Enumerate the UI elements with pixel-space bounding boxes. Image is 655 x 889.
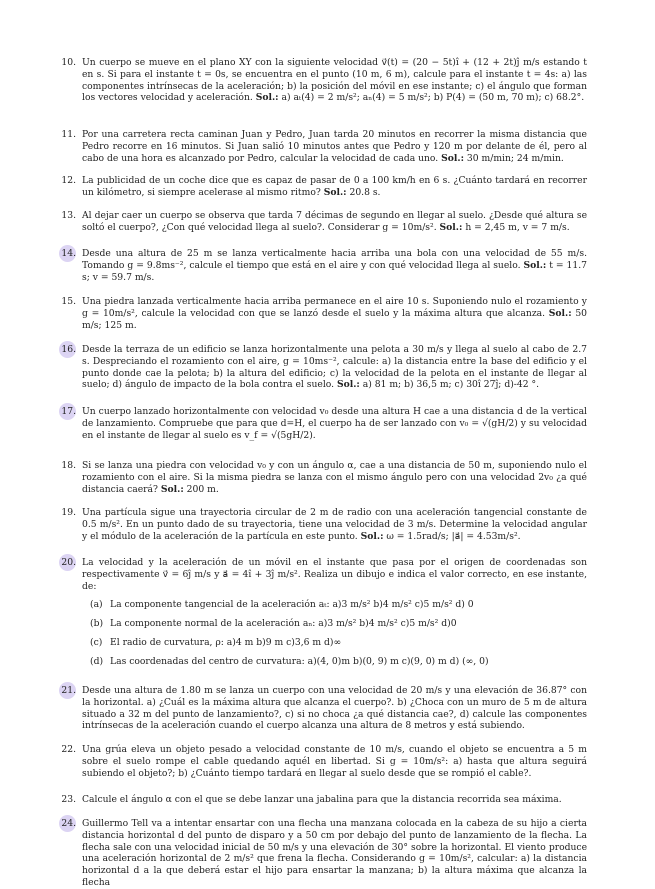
option-a: (a) La componente tangencial de la aceleración aₜ: a)3 m/s² b)4 m/s² c)5 m/s² d) 0 (90, 599, 474, 611)
problem-text: Si se lanza una piedra con velocidad v₀ y con un ángulo α, cae a una distancia de 50 m, suponiendo nulo el rozamiento con el aire. Si la misma piedra se lanza con el mismo ángulo pero con una velocidad 2v₀ ¿a qué distancia caerá? (82, 460, 587, 495)
problem-text: Por una carretera recta caminan Juan y Pedro, Juan tarda 20 minutos en recorrer la misma distancia que Pedro recorre en 16 minutos. Si Juan salió 10 minutos antes que Pedro y 120 m por delante de él, pero al cabo de una hora es alcanzado por Pedro, calcular la velocidad de cada uno. (82, 129, 587, 164)
problem-number: 19. (61, 507, 76, 518)
solution-label: Sol.: (523, 259, 547, 271)
problem-text: Un cuerpo se mueve en el plano XY con la siguiente velocidad v⃗(t) = (20 − 5t)î + (12 + 2t)ĵ m/s estando t en s. Si para el instante t = 0s, se encuentra en el punto (10 m, 6 m), calcule para el instante t = 4s: a) las componentes intrínsecas de la aceleración; b) la posición del móvil en ese instante; c) el ángulo que forman los vectores velocidad y aceleración. (82, 57, 587, 104)
problem-body (82, 57, 587, 104)
problem-body (82, 557, 587, 675)
problem-number: 16. (57, 344, 76, 356)
problem-text: Calcule el ángulo α con el que se debe lanzar una jabalina para que la distancia recorrida sea máxima. (82, 794, 562, 805)
problem-text: Al dejar caer un cuerpo se observa que tarda 7 décimas de segundo en llegar al suelo. ¿Desde qué altura se soltó el cuerpo?, ¿Con qué velocidad llega al suelo?. Considerar g = 10m/s². (82, 210, 587, 233)
problem-number: 10. (61, 57, 76, 68)
solution-text: t = 11.7 s; v = 59.7 m/s. (82, 259, 588, 283)
problem-number: 13. (61, 210, 76, 221)
problem-text: La publicidad de un coche dice que es capaz de pasar de 0 a 100 km/h en 6 s. ¿Cuánto tardará en recorrer un kilómetro, si siempre acelerase al mismo ritmo? (82, 175, 587, 198)
problem-text: Un cuerpo lanzado horizontalmente con velocidad v₀ desde una altura H cae a una distancia d de la vertical de lanzamiento. Compruebe que para que d=H, el cuerpo ha de ser lanzado con v₀ = √(gH/2) y su velocidad en el instante de llegar al suelo es v_f = √(5gH/2). (82, 406, 587, 441)
problem-number: 23. (61, 794, 76, 805)
problem-text: Desde la terraza de un edificio se lanza horizontalmente una pelota a 30 m/s y llega al suelo al cabo de 2.7 s. Despreciando el rozamiento con el aire, g = 10ms⁻², calcule: a) la distancia entre la base del edificio y el punto donde cae la pelota; b) la altura del edificio; c) la velocidad de la pelota en el instante de llegar al suelo; d) ángulo de impacto de la bola contra el suelo. (82, 344, 587, 391)
problem-text: Desde una altura de 1.80 m se lanza un cuerpo con una velocidad de 20 m/s y una elevación de 36.87° con la horizontal. a) ¿Cuál es la máxima altura que alcanza el cuerpo?. b) ¿Choca con un muro de 5 m de altura situado a 32 m del punto de lanzamiento?, c) si no choca ¿a qué distancia cae?, d) calcule las componentes intrínsecas de la aceleración cuando el cuerpo alcanza una altura de 8 metros y está subiendo. (82, 685, 587, 732)
solution-text: 30 m/min; 24 m/min. (466, 152, 564, 164)
solution-text: h = 2,45 m, v = 7 m/s. (465, 221, 570, 233)
problem-number: 15. (61, 296, 76, 307)
problem-body (82, 210, 587, 234)
problem-text: Una grúa eleva un objeto pesado a velocidad constante de 10 m/s, cuando el objeto se encuentra a 5 m sobre el suelo rompe el cable quedando aquél en libertad. Si g = 10m/s²: a) hasta que altura seguirá subiendo el objeto?; b) ¿Cuánto tiempo tardará en llegar al suelo desde que se rompió el cable?. (82, 744, 587, 779)
problem-number: 21. (57, 685, 76, 697)
solution-label: Sol.: (255, 92, 279, 104)
solution-label: Sol.: (360, 530, 384, 542)
option-c: (c) El radio de curvatura, ρ: a)4 m b)9 m c)3,6 m d)∞ (90, 636, 342, 648)
problem-body (82, 794, 587, 806)
problem-body (82, 248, 587, 283)
problem-body (82, 507, 587, 542)
solution-text: 50 m/s; 125 m. (82, 307, 588, 331)
problem-body (82, 406, 587, 441)
problem-number: 14. (57, 248, 76, 260)
problem-text: La velocidad y la aceleración de un móvil en el instante que pasa por el origen de coordenadas son respectivamente v⃗ = 6ĵ m/s y a⃗ = 4î + 3ĵ m/s². Realiza un dibujo e indica el valor correcto, en ese instante, de: (82, 557, 587, 592)
problem-text: Una partícula sigue una trayectoria circular de 2 m de radio con una aceleración tangencial constante de 0.5 m/s². En un punto dado de su trayectoria, tiene una velocidad de 3 m/s. Determine la velocidad angular y el módulo de la aceleración de la partícula en este punto. (82, 507, 587, 542)
options-list (82, 599, 587, 667)
problem-text: Guillermo Tell va a intentar ensartar con una flecha una manzana colocada en la cabeza de su hijo a cierta distancia horizontal d del punto de disparo y a 50 cm por debajo del punto de lanzamiento de la flecha. La flecha sale con una velocidad inicial de 50 m/s y una elevación de 30° sobre la horizontal. El viento produce una aceleración horizontal de 2 m/s² que frena la flecha. Considerando g = 10m/s², calcular: a) la distancia horizontal d a la que deberá estar el hijo para ensartar la manzana; b) la altura máxima que alcanza la flecha (82, 818, 587, 888)
solution-label: Sol.: (548, 307, 572, 319)
problem-body (82, 460, 587, 495)
problem-body (82, 685, 587, 732)
problem-body (82, 296, 587, 331)
option-d: (d) Las coordenadas del centro de curvatura: a)(4, 0)m b)(0, 9) m c)(9, 0) m d) (∞, 0) (90, 655, 489, 667)
problem-number: 12. (61, 175, 76, 186)
solution-label: Sol.: (323, 186, 347, 198)
problem-body (82, 344, 587, 391)
solution-text: 200 m. (186, 483, 219, 495)
solution-text: a) aₜ(4) = 2 m/s²; aₙ(4) = 5 m/s²; b) P(4) = (50 m, 70 m); c) 68.2°. (281, 92, 585, 104)
problem-number: 17. (57, 406, 76, 418)
problem-text: Una piedra lanzada verticalmente hacia arriba permanece en el aire 10 s. Suponiendo nulo el rozamiento y g = 10m/s², calcule la velocidad con que se lanzó desde el suelo y la máxima altura que alcanza. (82, 296, 587, 319)
problem-body (82, 175, 587, 199)
solution-text: a) 81 m; b) 36,5 m; c) 30î 27ĵ; d)-42 °. (362, 379, 540, 391)
solution-text: 20.8 s. (349, 186, 381, 198)
problem-body (82, 129, 587, 164)
problem-number: 11. (61, 129, 76, 140)
problem-number: 18. (61, 460, 76, 471)
problem-number: 22. (61, 744, 76, 755)
solution-label: Sol.: (439, 221, 463, 233)
problem-body (82, 744, 587, 779)
problem-body (82, 818, 587, 889)
solution-label: Sol.: (336, 379, 360, 391)
problem-number: 20. (57, 557, 76, 569)
option-b: (b) La componente normal de la aceleración aₙ: a)3 m/s² b)4 m/s² c)5 m/s² d)0 (90, 618, 457, 630)
problem-text: Desde una altura de 25 m se lanza verticalmente hacia arriba una bola con una velocidad de 55 m/s. Tomando g = 9.8ms⁻², calcule el tiempo que está en el aire y con qué velocidad llega al suelo. (82, 248, 587, 271)
solution-label: Sol.: (441, 152, 464, 164)
solution-label: Sol.: (160, 483, 184, 495)
problem-number: 24. (57, 818, 76, 830)
solution-text: ω = 1.5rad/s; |a⃗| = 4.53m/s². (386, 530, 521, 542)
